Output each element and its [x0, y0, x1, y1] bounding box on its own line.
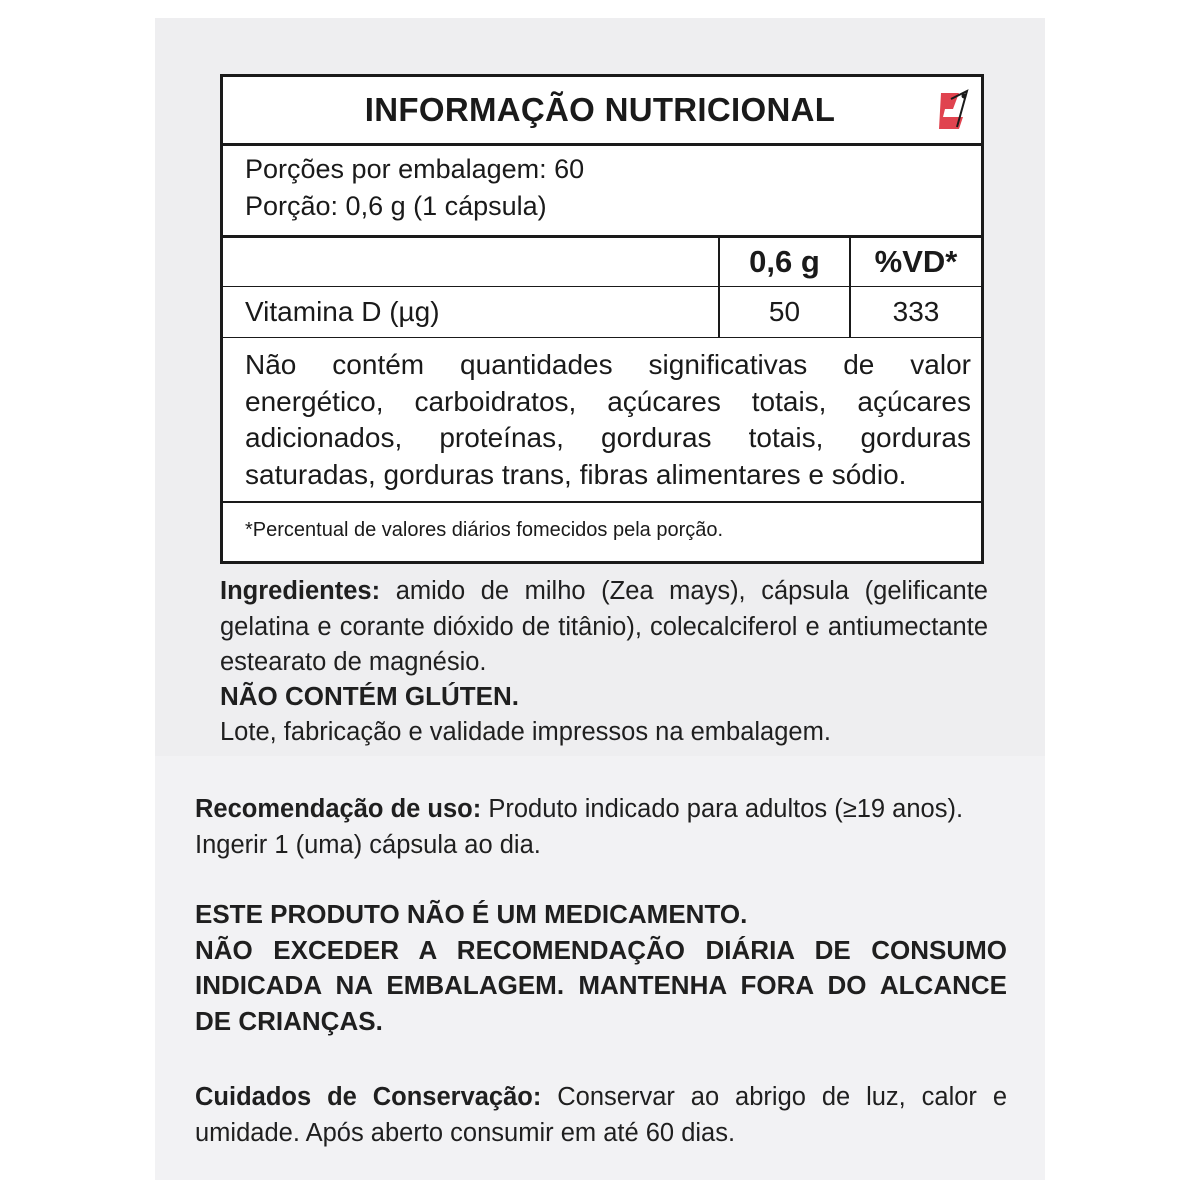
nutrition-table-title: INFORMAÇÃO NUTRICIONAL: [364, 91, 836, 128]
gluten-statement: NÃO CONTÉM GLÚTEN.: [220, 681, 519, 711]
nutrient-header-row: [223, 238, 981, 287]
daily-value-footnote: *Percentual de valores diários fomecidos pela porção.: [245, 519, 724, 541]
warning-block: [195, 897, 1007, 1039]
daily-value-column-header: %VD*: [874, 244, 958, 279]
table-row: [223, 287, 981, 338]
usage-text: Produto indicado para adultos (≥19 anos). Ingerir 1 (uma) cápsula ao dia.: [195, 795, 964, 859]
nutrient-grid: [223, 238, 981, 338]
divider: [223, 501, 981, 503]
nutrient-amount: 50: [768, 296, 801, 327]
brand-logo-icon: [937, 87, 975, 133]
conservation-text: Conservar ao abrigo de luz, calor e umidade. Após aberto consumir em até 60 dias.: [195, 1083, 1008, 1147]
lot-statement: Lote, fabricação e validade impressos na embalagem.: [220, 718, 831, 746]
ingredients-label: Ingredientes:: [220, 577, 381, 605]
column-divider: [718, 238, 720, 338]
nutrition-table-header: [223, 77, 981, 146]
usage-paragraph: [195, 792, 1010, 863]
amount-column-header: 0,6 g: [749, 244, 820, 279]
warning-line-2: NÃO EXCEDER A RECOMENDAÇÃO DIÁRIA DE CONSUMO INDICADA NA EMBALAGEM. MANTENHA FORA DO ALCANCE DE CRIANÇAS.: [195, 934, 1007, 1036]
nutrient-daily-value: 333: [892, 296, 940, 327]
column-divider: [849, 238, 851, 338]
usage-label: Recomendação de uso:: [195, 795, 482, 823]
nutrition-table: [220, 74, 984, 564]
conservation-paragraph: [195, 1080, 1007, 1151]
portions-per-pack: Porções por embalagem: 60: [245, 154, 585, 184]
ingredients-paragraph: [220, 574, 988, 681]
warning-line-1: ESTE PRODUTO NÃO É UM MEDICAMENTO.: [195, 899, 748, 929]
ingredients-text: amido de milho (Zea mays), cápsula (gelificante gelatina e corante dióxido de titânio), colecalciferol e antiumectante estearato de magnésio.: [220, 577, 988, 676]
nutrient-name: Vitamina D (µg): [245, 296, 440, 327]
portion-size: Porção: 0,6 g (1 cápsula): [245, 191, 547, 221]
insignificant-nutrients-note: Não contém quantidades significativas de valor energético, carboidratos, açúcares totais, açúcares adicionados, proteínas, gorduras totais, gorduras saturadas, gorduras trans, fibras alimentares e sódio.: [245, 349, 971, 490]
conservation-label: Cuidados de Conservação:: [195, 1083, 542, 1111]
portion-info: [223, 146, 981, 238]
